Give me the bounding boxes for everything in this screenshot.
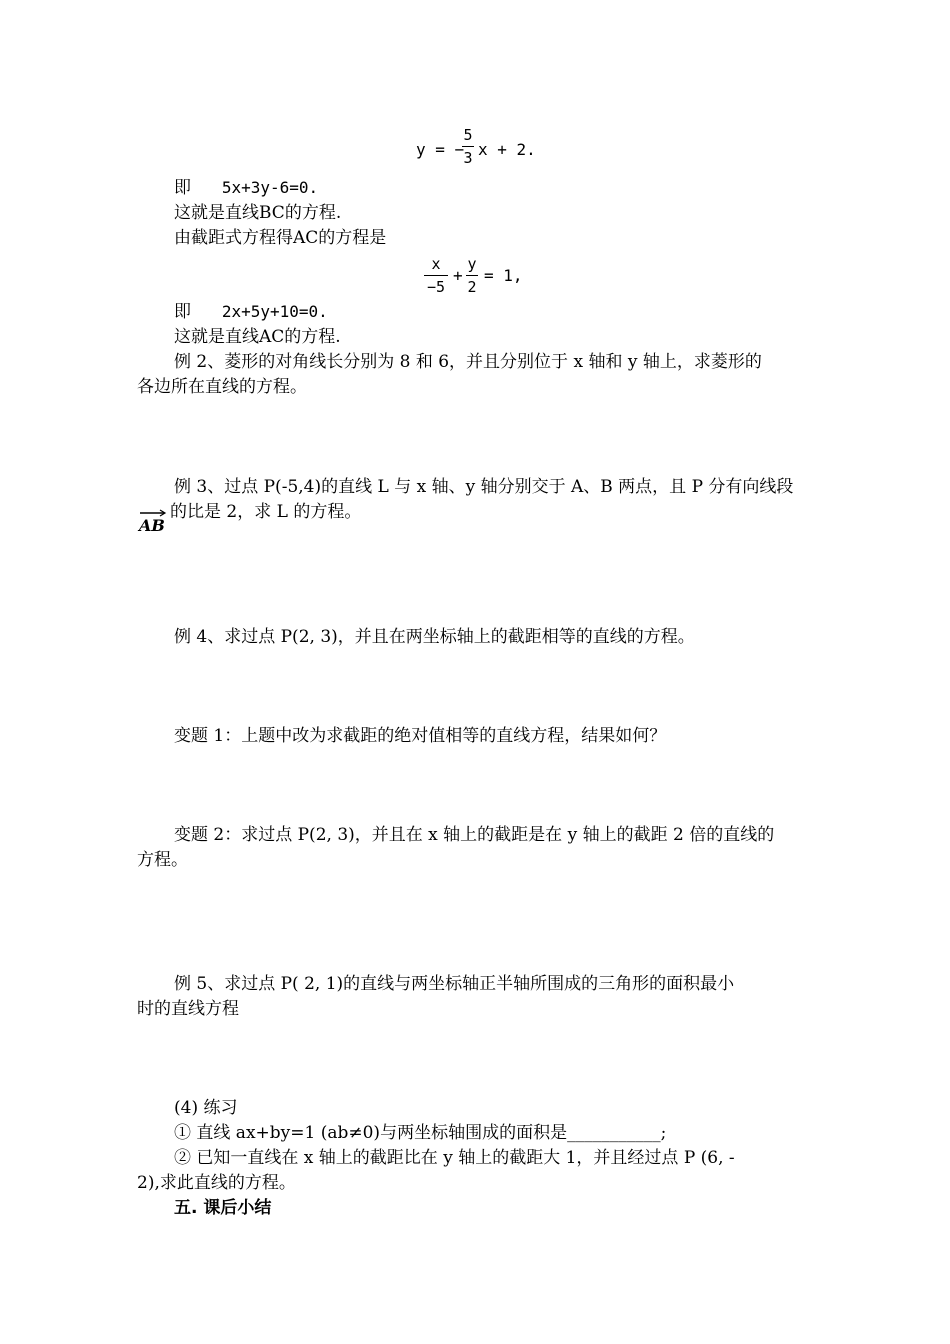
eq1-rhs: x + 2.: [478, 140, 536, 159]
vector-ab: [139, 516, 165, 535]
eq2-num-x: x: [431, 255, 441, 273]
eq2-plus: +: [453, 266, 463, 285]
prefix-ji-2: 即: [174, 302, 191, 322]
example-5-line-1: 例 5、求过点 P( 2, 1)的直线与两坐标轴正半轴所围成的三角形的面积最小: [174, 974, 735, 994]
example-4: 例 4、求过点 P(2, 3)，并且在两坐标轴上的截距相等的直线的方程。: [174, 627, 695, 647]
practice-title: (4) 练习: [174, 1098, 238, 1118]
variant-2-line-2: 方程。: [137, 850, 188, 870]
text-line-5: 这就是直线AC的方程.: [174, 327, 341, 347]
section-five-heading: 五. 课后小结: [174, 1198, 272, 1218]
prefix-ji: 即: [174, 178, 191, 198]
eq2-fraction-y: [466, 255, 478, 296]
eq2-num-y: y: [467, 255, 477, 273]
vector-arrow-icon: [139, 509, 167, 517]
text-line-3: 由截距式方程得AC的方程是: [174, 228, 387, 248]
practice-item-1: ① 直线 ax+by=1 (ab≠0)与两坐标轴围成的面积是___________;: [174, 1123, 667, 1143]
example-3-line-1: 例 3、过点 P(-5,4)的直线 L 与 x 轴、y 轴分别交于 A、B 两点，且 P 分有向线段: [174, 477, 794, 497]
eq1-denominator: 3: [463, 149, 473, 167]
eq1-numerator: 5: [463, 126, 473, 144]
practice-item-2-line-1: ② 已知一直线在 x 轴上的截距比在 y 轴上的截距大 1，并且经过点 P (6, -: [174, 1148, 735, 1168]
example-2-line-1: 例 2、菱形的对角线长分别为 8 和 6，并且分别位于 x 轴和 y 轴上，求菱形的: [174, 352, 762, 372]
text-line-1: [174, 176, 318, 200]
eq2-fraction-x: [424, 255, 448, 296]
variant-2-line-1: 变题 2：求过点 P(2, 3)，并且在 x 轴上的截距是在 y 轴上的截距 2 倍的直线的: [174, 825, 775, 845]
eq2-den-y: 2: [467, 278, 477, 296]
equation-ac-general: 2x+5y+10=0.: [221, 302, 328, 321]
eq1-lhs: y = −: [416, 140, 465, 159]
example-3-line-2: 的比是 2，求 L 的方程。: [170, 502, 362, 522]
example-5-line-2: 时的直线方程: [137, 999, 239, 1019]
practice-item-2-line-2: 2),求此直线的方程。: [137, 1173, 296, 1193]
eq2-rhs: = 1,: [484, 266, 523, 285]
text-line-2: 这就是直线BC的方程.: [174, 203, 342, 223]
text-line-4: [174, 300, 328, 324]
variant-1: 变题 1：上题中改为求截距的绝对值相等的直线方程，结果如何？: [174, 726, 667, 746]
eq1-fraction: [462, 126, 474, 167]
eq2-den-x: −5: [426, 278, 446, 296]
vector-label: AB: [139, 516, 165, 535]
equation-bc-general: 5x+3y-6=0.: [221, 178, 319, 197]
example-2-line-2: 各边所在直线的方程。: [137, 377, 307, 397]
